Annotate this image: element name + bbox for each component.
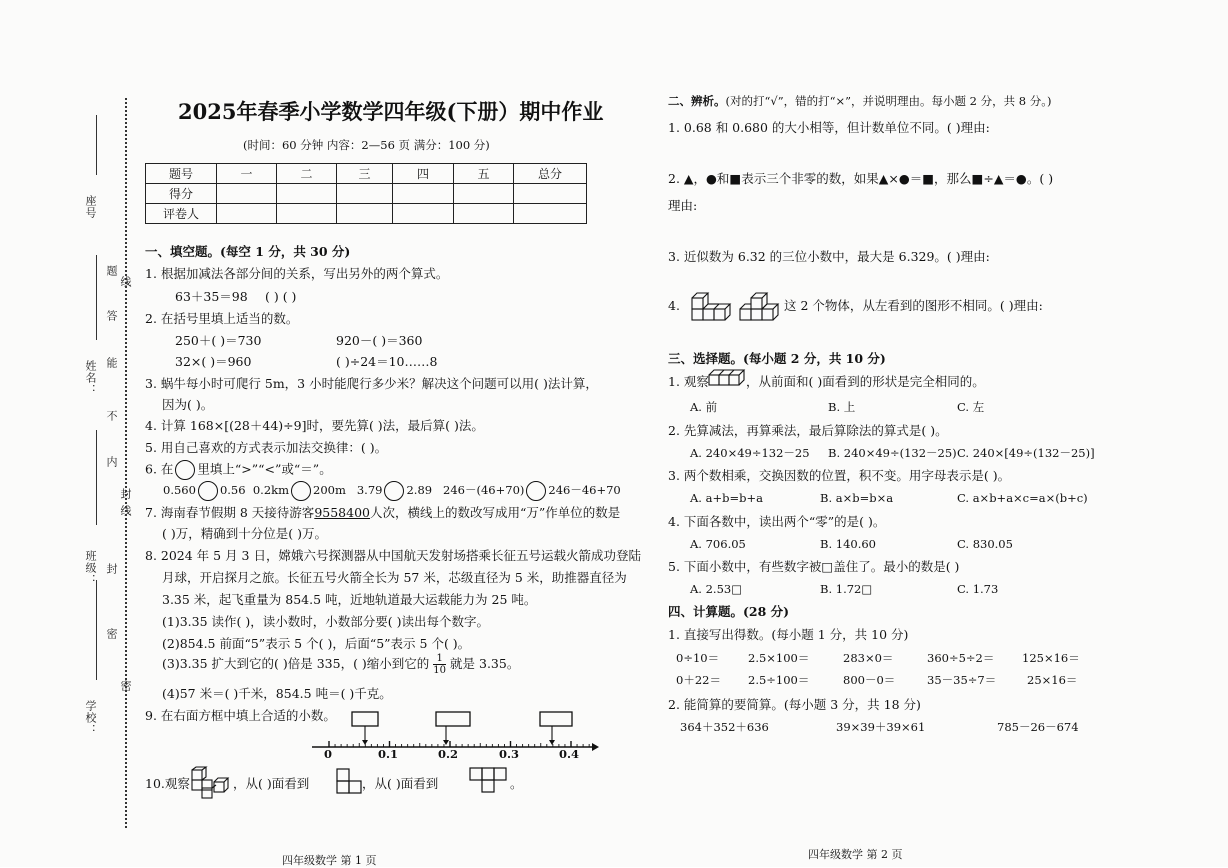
score-cell[interactable] xyxy=(393,184,454,204)
q6-item: 2.89 xyxy=(406,483,433,497)
tick-label-0.4: 0.4 xyxy=(559,747,580,761)
seat-line xyxy=(96,115,97,175)
score-header-cell: 总分 xyxy=(514,164,587,184)
score-header-cell: 三 xyxy=(337,164,393,184)
tick-label-0.3: 0.3 xyxy=(499,747,520,761)
q4-prompt: 4. 计算 168×[(28＋44)÷9]时，要先算( )法，最后算( )法。 xyxy=(145,418,484,433)
q7-text-a: 7. 海南春节假期 8 天接待游客 xyxy=(145,505,315,520)
score-header-cell: 题号 xyxy=(146,164,217,184)
q6-item: 246－(46+70) xyxy=(443,483,525,497)
q6-head: 6. 在 xyxy=(145,461,174,477)
score-cell[interactable] xyxy=(514,184,587,204)
seat-label: 座号 xyxy=(84,195,97,219)
answer-box-2[interactable] xyxy=(436,712,470,726)
s3-q2-opt-b[interactable]: B. 240×49÷(132－25) xyxy=(828,446,957,460)
mental-calc-3[interactable]: 283×0＝ xyxy=(843,651,894,665)
score-cell[interactable] xyxy=(277,184,337,204)
s3-q5-opt-c[interactable]: C. 1.73 xyxy=(957,582,999,596)
q2-item-d[interactable]: ( )÷24＝10……8 xyxy=(336,354,438,369)
seal-char-6: 封 xyxy=(105,563,118,575)
grader-cell[interactable] xyxy=(514,204,587,224)
compare-circle-icon xyxy=(175,460,195,480)
seal-char-7: 密 xyxy=(105,628,118,640)
q7-line1 xyxy=(145,505,620,521)
q10-text-b[interactable]: ，从( )面看到 xyxy=(233,776,310,791)
score-header-cell: 五 xyxy=(454,164,514,184)
seal-char-2: 答 xyxy=(105,310,118,322)
mental-calc-8[interactable]: 800－0＝ xyxy=(843,673,896,687)
axis-arrow-icon xyxy=(592,743,599,751)
answer-box-1[interactable] xyxy=(352,712,378,726)
q1-answer-blanks[interactable]: ( ) ( ) xyxy=(265,289,297,304)
s3-q2[interactable]: 2. 先算减法，再算乘法，最后算除法的算式是( )。 xyxy=(668,423,948,438)
q8-line2: 月球，开启探月之旅。长征五号火箭全长为 57 米，芯级直径为 5 米，助推器直径为 xyxy=(162,570,627,585)
section1-heading: 一、填空题。(每空 1 分，共 30 分) xyxy=(145,244,351,259)
tick-label-0.2: 0.2 xyxy=(438,747,459,761)
s3-q1-opt-b[interactable]: B. 上 xyxy=(828,400,856,414)
q7-text-b: 人次，横线上的数改写成用“万”作单位的数是 xyxy=(369,505,621,520)
seal-label: 封 xyxy=(119,488,132,500)
school-label: 学校： xyxy=(84,700,97,736)
grader-row xyxy=(146,204,587,224)
seal-char-5: 内 xyxy=(105,456,118,468)
class-line xyxy=(96,430,97,525)
cube-stack-icon xyxy=(190,766,232,800)
s3-q1-a: 1. 观察 xyxy=(668,374,709,389)
q8-sub3[interactable] xyxy=(162,653,519,676)
name-line xyxy=(96,255,97,340)
compare-circle-2[interactable] xyxy=(291,481,311,501)
class-label: 班级： xyxy=(84,550,97,586)
score-header-row xyxy=(146,164,587,184)
s3-q4[interactable]: 4. 下面各数中，读出两个“零”的是( )。 xyxy=(668,514,886,529)
fraction-one-tenth xyxy=(433,653,446,676)
number-line-ticks xyxy=(329,741,589,747)
mental-calc-5[interactable]: 125×16＝ xyxy=(1022,651,1080,665)
s3-q1-opt-c[interactable]: C. 左 xyxy=(957,400,985,414)
compare-circle-3[interactable] xyxy=(384,481,404,501)
observe-cubes-icon xyxy=(707,366,747,392)
grader-row-label: 评卷人 xyxy=(146,204,217,224)
mental-calc-6[interactable]: 0＋22＝ xyxy=(676,673,721,687)
q10-text-d: 。 xyxy=(510,776,523,791)
s3-q4-opt-c[interactable]: C. 830.05 xyxy=(957,537,1013,551)
object-a-cubes-icon xyxy=(690,286,732,322)
s2-q4-num: 4. xyxy=(668,298,680,313)
mental-calc-7[interactable]: 2.5÷100＝ xyxy=(748,673,810,687)
tick-label-0.1: 0.1 xyxy=(378,747,399,761)
q6-item: 200m xyxy=(313,483,346,497)
simplify-calc-1[interactable]: 364＋352＋636 xyxy=(680,720,769,734)
score-header-cell: 四 xyxy=(393,164,454,184)
grader-cell[interactable] xyxy=(337,204,393,224)
q8-sub1[interactable]: (1)3.35 读作( )，读小数时，小数部分要( )读出每个数字。 xyxy=(162,614,489,629)
binding-dotted-line xyxy=(125,98,127,828)
score-row-label: 得分 xyxy=(146,184,217,204)
answer-box-3[interactable] xyxy=(540,712,572,726)
s3-q3-opt-c[interactable]: C. a×b+a×c=a×(b+c) xyxy=(957,491,1088,505)
s3-q3-opt-b[interactable]: B. a×b=b×a xyxy=(820,491,894,505)
seal-char-1: 题 xyxy=(105,265,118,277)
grader-cell[interactable] xyxy=(217,204,277,224)
q1-prompt: 1. 根据加减法各部分间的关系，写出另外的两个算式。 xyxy=(145,266,449,281)
q8-line3: 3.35 米，起飞重量为 854.5 吨，近地轨道最大运载能力为 25 吨。 xyxy=(162,592,537,607)
grader-cell[interactable] xyxy=(277,204,337,224)
side-view-shape-icon xyxy=(468,766,510,794)
section4-heading: 四、计算题。(28 分) xyxy=(668,604,790,619)
q10-text-a: 10.观察 xyxy=(145,776,190,791)
secret-label: 密 xyxy=(119,680,132,692)
s2-q2-reason: 理由: xyxy=(668,198,698,213)
q9-prompt: 9. 在右面方框中填上合适的小数。 xyxy=(145,708,336,723)
footer-page1: 四年级数学 第 1 页 xyxy=(282,854,377,867)
s3-q4-opt-a[interactable]: A. 706.05 xyxy=(690,537,746,551)
mental-calc-2[interactable]: 2.5×100＝ xyxy=(748,651,810,665)
school-line xyxy=(96,580,97,680)
score-cell[interactable] xyxy=(217,184,277,204)
grader-cell[interactable] xyxy=(454,204,514,224)
simplify-calc-3[interactable]: 785－26－674 xyxy=(997,720,1079,734)
q2-prompt: 2. 在括号里填上适当的数。 xyxy=(145,311,299,326)
fraction-denominator: 10 xyxy=(433,665,447,676)
exam-title: 2025年春季小学数学四年级(下册）期中作业 xyxy=(178,99,604,124)
name-label: 姓名： xyxy=(84,360,97,396)
s2-q3[interactable]: 3. 近似数为 6.32 的三位小数中，最大是 6.329。( )理由: xyxy=(668,249,990,264)
s3-q5-opt-a[interactable]: A. 2.53□ xyxy=(690,582,743,596)
compare-circle-1[interactable] xyxy=(198,481,218,501)
section2-heading-line xyxy=(668,94,1051,109)
score-row xyxy=(146,184,587,204)
mental-calc-1[interactable]: 0÷10＝ xyxy=(676,651,720,665)
q6-item: 0.560 xyxy=(163,483,196,497)
q2-item-c[interactable]: 32×( )＝960 xyxy=(175,354,252,369)
tick-label-0: 0 xyxy=(324,747,333,761)
q7-line2[interactable]: ( )万，精确到十分位是( )万。 xyxy=(162,526,327,541)
mental-calc-9[interactable]: 35－35÷7＝ xyxy=(927,673,997,687)
q8-sub4[interactable]: (4)57 米＝( )千米，854.5 吨＝( )千克。 xyxy=(162,686,392,701)
score-header-cell: 二 xyxy=(277,164,337,184)
seal-char-3: 能 xyxy=(105,357,118,369)
s3-q4-opt-b[interactable]: B. 140.60 xyxy=(820,537,877,551)
seal-char-4: 不 xyxy=(105,410,118,422)
s3-q2-opt-c[interactable]: C. 240×[49÷(132－25)] xyxy=(957,446,1095,460)
simplify-calc-2[interactable]: 39×39＋39×61 xyxy=(836,720,926,734)
q5-prompt: 5. 用自己喜欢的方式表示加法交换律：( )。 xyxy=(145,440,388,455)
object-b-cubes-icon xyxy=(738,286,780,322)
grader-cell[interactable] xyxy=(393,204,454,224)
score-cell[interactable] xyxy=(454,184,514,204)
q8-line1: 8. 2024 年 5 月 3 日，嫦娥六号探测器从中国航天发射场搭乘长征五号运载火箭成功登陆 xyxy=(145,548,641,563)
score-header-cell: 一 xyxy=(217,164,277,184)
s3-q3-opt-a[interactable]: A. a+b=b+a xyxy=(690,491,763,505)
line-label-2: 线 xyxy=(119,505,132,517)
q8-sub2[interactable]: (2)854.5 前面“5”表示 5 个( )，后面“5”表示 5 个( )。 xyxy=(162,636,471,651)
section2-note: (对的打“√”，错的打“×”，并说明理由。每小题 2 分，共 8 分。) xyxy=(725,94,1052,108)
q2-item-a[interactable]: 250＋( )＝730 xyxy=(175,333,262,348)
exam-subtitle: (时间：60 分钟 内容：2—56 页 满分：100 分) xyxy=(243,138,490,152)
q3-line2[interactable]: 因为( )。 xyxy=(162,397,214,412)
s4-q2: 2. 能简算的要简算。(每小题 3 分，共 18 分) xyxy=(668,697,921,712)
mental-calc-4[interactable]: 360÷5÷2＝ xyxy=(927,651,995,665)
s2-q2[interactable]: 2. ▲，●和■表示三个非零的数，如果▲×●＝■，那么■÷▲＝●。( ) xyxy=(668,171,1054,186)
q6-item: 0.2km xyxy=(252,483,290,497)
q6-tail: 里填上“>”“<”或“＝”。 xyxy=(197,461,332,477)
front-view-shape-icon xyxy=(335,767,363,795)
footer-page2: 四年级数学 第 2 页 xyxy=(808,848,903,861)
q3-line1: 3. 蜗牛每小时可爬行 5m，3 小时能爬行多少米？解决这个问题可以用( )法计算， xyxy=(145,376,598,391)
q6-item: 3.79 xyxy=(356,483,383,497)
section3-heading: 三、选择题。(每小题 2 分，共 10 分) xyxy=(668,351,886,366)
mental-calc-10[interactable]: 25×16＝ xyxy=(1027,673,1078,687)
s3-q3[interactable]: 3. 两个数相乘，交换因数的位置，积不变。用字母表示是( )。 xyxy=(668,468,1011,483)
s3-q5[interactable]: 5. 下面小数中，有些数字被□盖住了。最小的数是( ) xyxy=(668,559,960,574)
s2-q1[interactable]: 1. 0.68 和 0.680 的大小相等，但计数单位不同。( )理由: xyxy=(668,120,990,135)
q8-sub3-b: 就是 3.35。 xyxy=(450,656,520,671)
score-table xyxy=(145,163,587,224)
q6-items xyxy=(163,481,621,501)
s3-q5-opt-b[interactable]: B. 1.72□ xyxy=(820,582,873,596)
s3-q2-opt-a[interactable]: A. 240×49÷132－25 xyxy=(690,446,810,460)
q7-number: 9558400 xyxy=(314,505,370,520)
q10-text-c[interactable]: ，从( )面看到 xyxy=(362,776,439,791)
q8-sub3-a: (3)3.35 扩大到它的( )倍是 335，( )缩小到它的 xyxy=(162,656,430,671)
fraction-numerator: 1 xyxy=(433,653,446,665)
s2-q4[interactable]: 这 2 个物体，从左看到的图形不相同。( )理由: xyxy=(784,298,1043,313)
q6-item: 246－46+70 xyxy=(548,483,621,497)
q6-item: 0.56 xyxy=(219,483,246,497)
s3-q1-b[interactable]: ，从前面和( )面看到的形状是完全相同的。 xyxy=(746,374,985,389)
section2-heading: 二、辨析。 xyxy=(668,94,726,108)
score-cell[interactable] xyxy=(337,184,393,204)
q1-equation: 63＋35＝98 xyxy=(175,289,248,304)
line-label-1: 线 xyxy=(119,276,132,288)
q6-prompt xyxy=(145,460,332,480)
q2-item-b[interactable]: 920－( )＝360 xyxy=(336,333,423,348)
compare-circle-4[interactable] xyxy=(526,481,546,501)
s4-q1: 1. 直接写出得数。(每小题 1 分，共 10 分) xyxy=(668,627,909,642)
s3-q1-opt-a[interactable]: A. 前 xyxy=(690,400,718,414)
